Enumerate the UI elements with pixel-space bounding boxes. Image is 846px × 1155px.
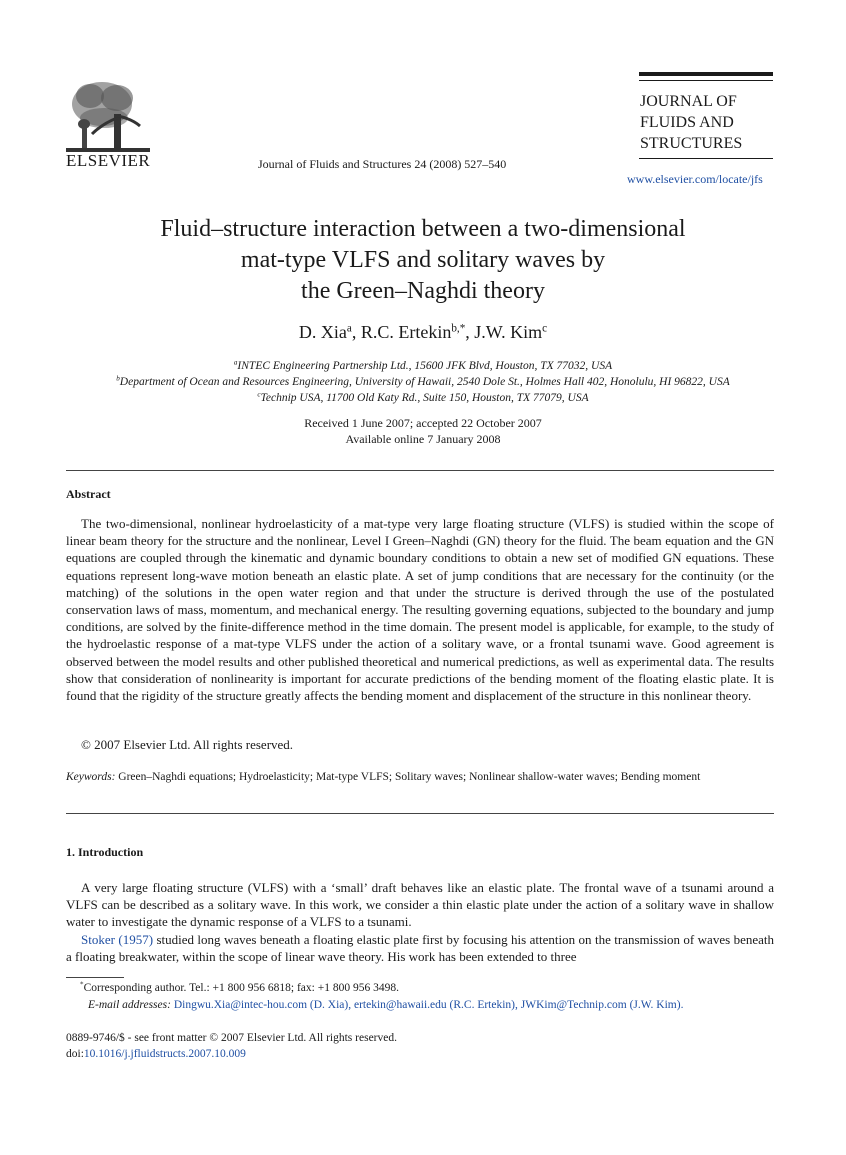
email-owner: (J.W. Kim). — [626, 999, 684, 1011]
author-name: J.W. Kim — [474, 322, 543, 342]
corresponding-author-note — [66, 980, 774, 997]
author-sep: , — [351, 322, 361, 342]
email-link[interactable]: Dingwu.Xia@intec-hou.com — [173, 999, 308, 1011]
abstract-paragraph: The two-dimensional, nonlinear hydroelasticity of a mat-type very large floating structure (VLFS) is studied within the scope of linear beam theory for the structure and the nonlinear, Level I Green–Naghdi (GN) theory for the fluid. The beam equation and the GN equations are coupled through the kinematic and dynamic boundary conditions to obtain a new set of modified GN equations. These equations represent long-wave motion beneath an elastic plate. A set of jump conditions that are necessary for the continuity (or the matching) of the solutions in the open water region and that under the structure is derived through the use of the postulated conservation laws of mass, momentum, and mechanical energy. The resulting governing equations, subjected to the boundary and jump conditions, are solved by the finite-difference method in the time domain. The present model is applicable, for example, to the study of the hydroelastic response of a mat-type VLFS under the action of a solitary wave, or a frontal tsunami wave. Good agreement is observed between the model results and other published theoretical and numerical predictions, as well as experimental data. The results show that consideration of nonlinearity is important for accurate predictions of the bending moment of the floating elastic plate. It is found that the rigidity of the structure greatly affects the bending moment and displacement of the structure in this nonlinear theory. — [66, 516, 774, 704]
journal-name-line: STRUCTURES — [640, 135, 743, 152]
footnote-mark: * — [80, 980, 84, 989]
corresponding-text: Corresponding author. Tel.: +1 800 956 6818; fax: +1 800 956 3498. — [83, 982, 399, 994]
received-date: Received 1 June 2007; accepted 22 October 2007 — [304, 416, 542, 430]
footnote — [66, 980, 774, 1014]
journal-rule-thick — [639, 72, 773, 76]
abstract-heading: Abstract — [66, 487, 111, 501]
intro-paragraph-text: studied long waves beneath a floating elastic plate first by focusing his attention on the transmission of waves beneath a floating breakwater, within the scope of linear wave theory. His work has been extended to three — [66, 931, 774, 964]
journal-rule-thin — [639, 80, 773, 81]
author-name: R.C. Ertekin — [360, 322, 452, 342]
journal-name — [640, 91, 742, 154]
affiliation-text: INTEC Engineering Partnership Ltd., 15600 JFK Blvd, Houston, TX 77032, USA — [237, 360, 613, 372]
title-line: Fluid–structure interaction between a two-dimensional — [160, 216, 686, 242]
front-matter-info — [66, 1030, 397, 1062]
author-mark: b,* — [451, 322, 466, 335]
affiliation — [40, 358, 806, 374]
citation-link[interactable]: Stoker (1957) — [81, 931, 154, 947]
divider — [66, 470, 774, 471]
affiliation-mark: c — [257, 390, 261, 399]
online-date: Available online 7 January 2008 — [345, 432, 501, 446]
issn-line: 0889-9746/$ - see front matter © 2007 Elsevier Ltd. All rights reserved. — [66, 1032, 397, 1044]
title-line: mat-type VLFS and solitary waves by — [240, 247, 606, 273]
introduction-text — [66, 879, 774, 965]
abstract-body — [66, 515, 774, 704]
journal-name-line: JOURNAL OF — [640, 93, 737, 110]
affiliation-mark: a — [233, 358, 238, 367]
publisher-name: ELSEVIER — [66, 151, 151, 170]
email-owner: (D. Xia), — [307, 999, 354, 1011]
intro-paragraph — [66, 931, 774, 965]
author-sep: , — [465, 322, 475, 342]
title-line: the Green–Naghdi theory — [301, 278, 545, 304]
author-list — [60, 322, 786, 343]
keywords — [66, 770, 774, 785]
doi-line — [66, 1046, 397, 1062]
section-heading: 1. Introduction — [66, 845, 144, 859]
affiliation — [40, 374, 806, 390]
affiliation — [40, 390, 806, 406]
divider — [66, 813, 774, 814]
footnote-rule — [66, 977, 124, 978]
email-label: E-mail addresses: — [88, 999, 171, 1011]
affiliation-text: Technip USA, 11700 Old Katy Rd., Suite 150, Houston, TX 77079, USA — [260, 392, 589, 404]
keywords-text: Green–Naghdi equations; Hydroelasticity; Mat-type VLFS; Solitary waves; Nonlinear shallow-water waves; Bending moment — [118, 771, 701, 783]
affiliation-text: Department of Ocean and Resources Engineering, University of Hawaii, 2540 Dole St., Holmes Hall 402, Honolulu, HI 96822, USA — [119, 376, 730, 388]
email-link[interactable]: ertekin@hawaii.edu — [354, 999, 447, 1011]
paper-title — [60, 214, 786, 307]
journal-url-link[interactable]: www.elsevier.com/locate/jfs — [627, 172, 763, 186]
affiliation-mark: b — [116, 374, 120, 383]
author-name: D. Xia — [298, 322, 347, 342]
journal-rule-bottom — [639, 158, 773, 159]
journal-name-line: FLUIDS AND — [640, 114, 734, 131]
copyright-line: © 2007 Elsevier Ltd. All rights reserved. — [81, 737, 294, 752]
keywords-label: Keywords: — [66, 771, 116, 783]
doi-link[interactable]: 10.1016/j.jfluidstructs.2007.10.009 — [83, 1048, 246, 1060]
author-mark: c — [542, 322, 548, 335]
email-owner: (R.C. Ertekin), — [446, 999, 521, 1011]
doi-label: doi: — [66, 1048, 84, 1060]
intro-paragraph: A very large floating structure (VLFS) with a ‘small’ draft behaves like an elastic plate. The frontal wave of a tsunami around a VLFS can be described as a solitary wave. In this work, we consider a thin elastic plate under the action of a solitary wave in shallow water to investigate the dynamic response of a VLFS to a tsunami. — [66, 880, 774, 930]
journal-citation: Journal of Fluids and Structures 24 (2008) 527–540 — [258, 157, 507, 171]
email-addresses — [66, 997, 774, 1014]
email-link[interactable]: JWKim@Technip.com — [520, 999, 627, 1011]
author-mark: a — [346, 322, 352, 335]
